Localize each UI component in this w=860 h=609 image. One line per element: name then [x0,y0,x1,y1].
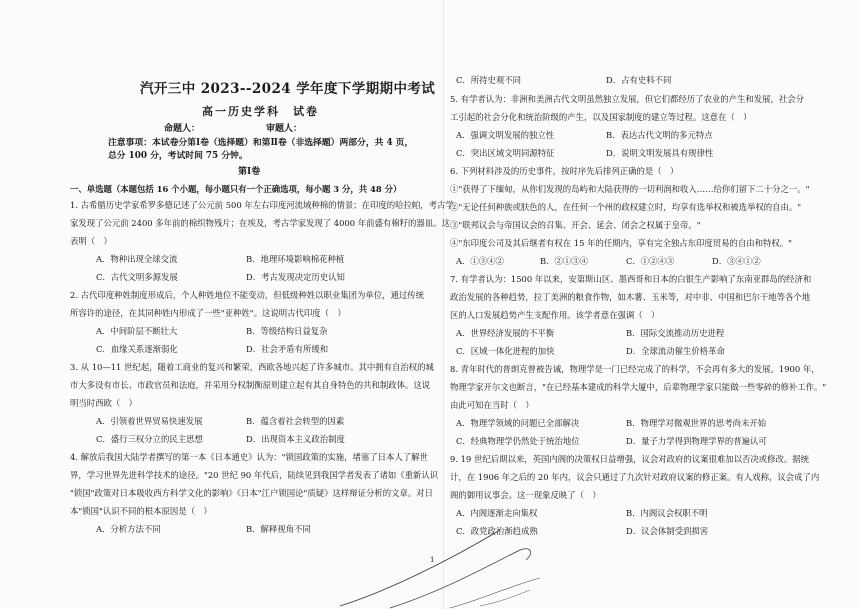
q8-option-a[interactable]: A．物理学领域的问题已全部解决 [456,418,580,428]
q3-line-2: 市大多设有市长、市政官员和法庭，并采用分权制衡原则建立起有其自身特色的共和制政体。这说 [70,380,431,390]
notice-line-2: 总分 100 分，考试时间 75 分钟。 [108,151,248,161]
q9-option-a[interactable]: A．内阁逐渐走向集权 [456,508,538,518]
q5-option-c[interactable]: C．突出区域文明同源特征 [456,148,555,158]
q7-option-c[interactable]: C．区域一体化进程的加快 [456,346,555,356]
q6-line-3: ②"无论任何种族或肤色的人，在任何一个州的政权建立时，均享有选举权和被选举权的自由。" [450,202,802,212]
q4-line-3: "锁国"政策对日本吸收西方科学文化的影响》《日本"江户锁国论"质疑》这样辩证分析的文章。对日 [70,488,433,498]
q4-line-2: 界，学习世界先进科学技术的途径。"20 世纪 90 年代后，陆续见到我国学者发表了诸如《重新认识 [70,470,439,480]
exam-title: 汽开三中 2023--2024 学年度下学期期中考试 [140,81,436,97]
q1-line-3: 表明（ ） [70,236,112,246]
pen-scribble [330,520,630,609]
q8-option-d[interactable]: D．量子力学得到物理学界的普遍认可 [626,436,767,446]
q1-line-2: 家发现了公元前 2400 多年前的棉织物残片；在埃及，考古学家发现了 4000 年前盛有棉籽的器皿。这 [70,218,450,228]
q2-option-c[interactable]: C．血缘关系逐渐弱化 [96,344,178,354]
q9-option-d[interactable]: D．议会体制受到损害 [626,526,709,536]
q3-option-c[interactable]: C．盛行三权分立的民主思想 [96,434,203,444]
q3-option-a[interactable]: A．引领着世界贸易快速发展 [96,416,203,426]
q7-line-3: 区的人口发展趋势产生支配作用。该学者意在强调（ ） [450,310,660,320]
section-heading: 一、单选题（本题包括 16 个小题，每小题只有一个正确选项，每小题 3 分，共 48 分） [70,184,402,194]
q2-line-2: 所容许的途径，在其同种姓内形成了一些"亚种姓"。这说明古代印度（ ） [70,308,346,318]
page-number: 1 [430,556,435,564]
q9-line-3: 阁的御用议事会。这一现象反映了（ ） [450,490,601,500]
q1-option-b[interactable]: B．地理环境影响棉花种植 [246,254,345,264]
q3-option-d[interactable]: D．出现资本主义政治制度 [246,434,345,444]
q6-option-d[interactable]: D．③④①② [712,256,761,266]
q8-line-1: 8. 青年时代的普朗克曾被告诫，物理学是一门已经完成了的科学，不会再有多大的发展。1900 年， [450,364,820,374]
q9-line-2: 计，在 1906 年之后的 20 年内，议会只通过了九次针对政府议案的修正案。有人戏称，议会成了内 [450,472,820,482]
q6-option-a[interactable]: A．①③④② [456,256,504,266]
q7-line-2: 政治发展的各种趋势，拉丁美洲的粮食作物，如木薯、玉米等，对中非、中国和巴尔干地等各个地 [450,292,811,302]
q6-line-2: ①"获得了下缅甸，从你们发现的岛屿和大陆获得的一切利润和收入……给你们留下二十分之一。" [450,184,810,194]
q5-option-b[interactable]: B．表达古代文明的多元特点 [606,130,713,140]
q8-option-b[interactable]: B．物理学对微观世界的思考尚未开始 [626,418,767,428]
reviewer-label: 审题人： [266,124,303,134]
q4-line-4: 本"锁国"认识不同的根本原因是（ ） [70,506,212,516]
q6-option-b[interactable]: B．②①③④ [540,256,589,266]
q6-line-1: 6. 下列材料涉及的历史事件，按时序先后排列正确的是（ ） [450,166,679,176]
notice-line-1: 注意事项：本试卷分第Ⅰ卷（选择题）和第Ⅱ卷（非选择题）两部分，共 4 页， [108,138,414,148]
q7-option-b[interactable]: B．国际交流推动历史进程 [626,328,725,338]
q4-option-d[interactable]: D．占有史料不同 [606,75,672,85]
q2-option-b[interactable]: B．等级结构日益复杂 [246,326,328,336]
q1-line-1: 1. 古希腊历史学家希罗多德记述了公元前 500 年左右印度河流域种棉的情景；在印度的哈拉帕，考古学 [70,200,454,210]
proposer-label: 命题人： [164,124,201,134]
q9-option-c[interactable]: C．政党政治渐趋成熟 [456,526,538,536]
q7-option-a[interactable]: A．世界经济发展的不平衡 [456,328,555,338]
q9-option-b[interactable]: B．内阁议会权职不明 [626,508,708,518]
q3-line-1: 3. 从 10—11 世纪起，随着工商业的复兴和繁荣，西欧各地兴起了许多城市。其中拥有自治权的城 [70,362,434,372]
q5-line-2: 工引起的社会分化和统治阶级的产生，以及国家制度的建立等过程。这意在（ ） [450,112,752,122]
q2-line-1: 2. 古代印度种姓制度形成后，个人种姓地位不能变动，但低级种姓以职业集团为单位，通过传统 [70,290,425,300]
q3-line-3: 明当时西欧（ ） [70,398,137,408]
q8-option-c[interactable]: C．经典物理学仍然处于统治地位 [456,436,580,446]
fold-line [443,0,444,609]
q5-line-1: 5. 有学者认为：非洲和美洲古代文明虽然独立发展，但它们都经历了农业的产生和发展，社会分 [450,94,805,104]
volume-heading: 第Ⅰ卷 [238,167,261,177]
q5-option-d[interactable]: D．说明文明发展具有规律性 [606,148,714,158]
q1-option-c[interactable]: C．古代文明多源发展 [96,272,178,282]
q7-option-d[interactable]: D．全球流动催生价格革命 [626,346,725,356]
q2-option-a[interactable]: A．中间阶层不断壮大 [96,326,178,336]
q8-line-2: 物理学家开尔文也断言，"在已经基本建成的科学大厦中，后辈物理学家只能做一些零碎的修补工作。" [450,382,827,392]
q4-option-c[interactable]: C．所持史观不同 [456,75,522,85]
q2-option-d[interactable]: D．社会矛盾有所缓和 [246,344,329,354]
q8-line-3: 由此可知在当时（ ） [450,400,534,410]
q5-option-a[interactable]: A．强调文明发展的独立性 [456,130,555,140]
q6-option-c[interactable]: C．①②④③ [626,256,675,266]
q6-line-5: ④"东印度公司及其后继者有权在 15 年的任期内，享有完全独占东印度贸易的自由和特权。" [450,238,792,248]
q7-line-1: 7. 有学者认为：1500 年以来，安第斯山区、墨西哥和日本的白银生产影响了东南亚群岛的经济和 [450,274,812,284]
exam-subtitle: 高一历史学科 试卷 [202,105,319,118]
q1-option-d[interactable]: D．考古发现决定历史认知 [246,272,345,282]
q4-line-1: 4. 解放后我国大陆学者撰写的第一本《日本通史》认为："锁国政策的实施，堵塞了日本人了解世 [70,452,428,462]
q9-line-1: 9. 19 世纪后期以来，英国内阁的决策权日益增强，议会对政府的议案很难加以否决或修改。据统 [450,454,809,464]
q4-option-a[interactable]: A．分析方法不同 [96,524,161,534]
q1-option-a[interactable]: A．物种出现全球交流 [96,254,178,264]
q3-option-b[interactable]: B．蕴含着社会转型的因素 [246,416,345,426]
q6-line-4: ③"联邦议会与帝国议会的召集、开会、延会、闭会之权属于皇帝。" [450,220,701,230]
q4-option-b[interactable]: B．解释视角不同 [246,524,311,534]
